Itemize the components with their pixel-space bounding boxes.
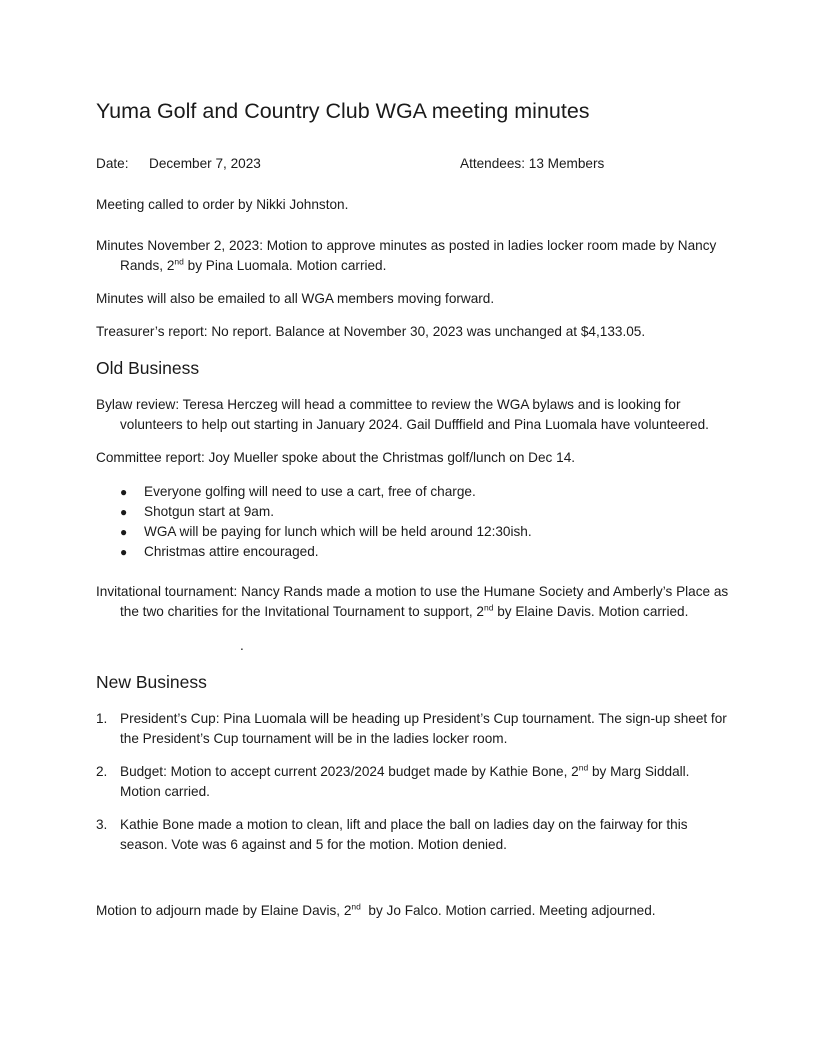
budget-line2: Motion carried. bbox=[120, 784, 210, 799]
called-to-order: Meeting called to order by Nikki Johnston. bbox=[96, 197, 349, 212]
old-business-heading: Old Business bbox=[96, 358, 200, 378]
ball-motion-line1: Kathie Bone made a motion to clean, lift and place the ball on ladies day on the fairway for this bbox=[120, 817, 688, 832]
budget-line1: Budget: Motion to accept current 2023/2024 budget made by Kathie Bone, 2nd by Marg Siddall. bbox=[120, 762, 690, 779]
list-item: Christmas attire encouraged. bbox=[144, 544, 319, 559]
date-label: Date: bbox=[96, 156, 129, 171]
date-value: December 7, 2023 bbox=[149, 156, 261, 171]
presidents-cup-line2: the President’s Cup tournament will be in the ladies locker room. bbox=[120, 731, 508, 746]
bylaw-review-line2: volunteers to help out starting in January 2024. Gail Dufffield and Pina Luomala have volunteered. bbox=[120, 417, 709, 432]
bullet-dot: ● bbox=[120, 545, 128, 559]
bullet-dot: ● bbox=[120, 525, 128, 539]
attendees: Attendees: 13 Members bbox=[460, 156, 605, 171]
invitational-line2: the two charities for the Invitational Tournament to support, 2nd by Elaine Davis. Motion carried. bbox=[120, 602, 689, 619]
bylaw-review-line1: Bylaw review: Teresa Herczeg will head a committee to review the WGA bylaws and is looking for bbox=[96, 397, 681, 412]
list-item: WGA will be paying for lunch which will be held around 12:30ish. bbox=[144, 524, 532, 539]
list-number: 2. bbox=[96, 764, 108, 779]
bullet-dot: ● bbox=[120, 505, 128, 519]
stray-dot: . bbox=[240, 638, 244, 653]
bullet-dot: ● bbox=[120, 485, 128, 499]
adjourn-motion: Motion to adjourn made by Elaine Davis, 2nd by Jo Falco. Motion carried. Meeting adjourned. bbox=[96, 901, 656, 918]
list-number: 1. bbox=[96, 711, 108, 726]
minutes-approval-line1: Minutes November 2, 2023: Motion to approve minutes as posted in ladies locker room made by Nancy bbox=[96, 238, 717, 253]
email-note: Minutes will also be emailed to all WGA members moving forward. bbox=[96, 291, 495, 306]
list-item: Everyone golfing will need to use a cart, free of charge. bbox=[144, 484, 476, 499]
committee-report: Committee report: Joy Mueller spoke about the Christmas golf/lunch on Dec 14. bbox=[96, 450, 576, 465]
list-item: Shotgun start at 9am. bbox=[144, 504, 274, 519]
new-business-heading: New Business bbox=[96, 672, 207, 692]
ball-motion-line2: season. Vote was 6 against and 5 for the motion. Motion denied. bbox=[120, 837, 507, 852]
list-number: 3. bbox=[96, 817, 108, 832]
invitational-line1: Invitational tournament: Nancy Rands made a motion to use the Humane Society and Amberly’s Place as bbox=[96, 584, 729, 599]
treasurer-report: Treasurer’s report: No report. Balance at November 30, 2023 was unchanged at $4,133.05. bbox=[96, 324, 646, 339]
page-title: Yuma Golf and Country Club WGA meeting minutes bbox=[96, 99, 590, 123]
presidents-cup-line1: President’s Cup: Pina Luomala will be heading up President’s Cup tournament. The sign-up sheet for bbox=[120, 711, 727, 726]
minutes-approval-line2: Rands, 2nd by Pina Luomala. Motion carried. bbox=[120, 256, 387, 273]
